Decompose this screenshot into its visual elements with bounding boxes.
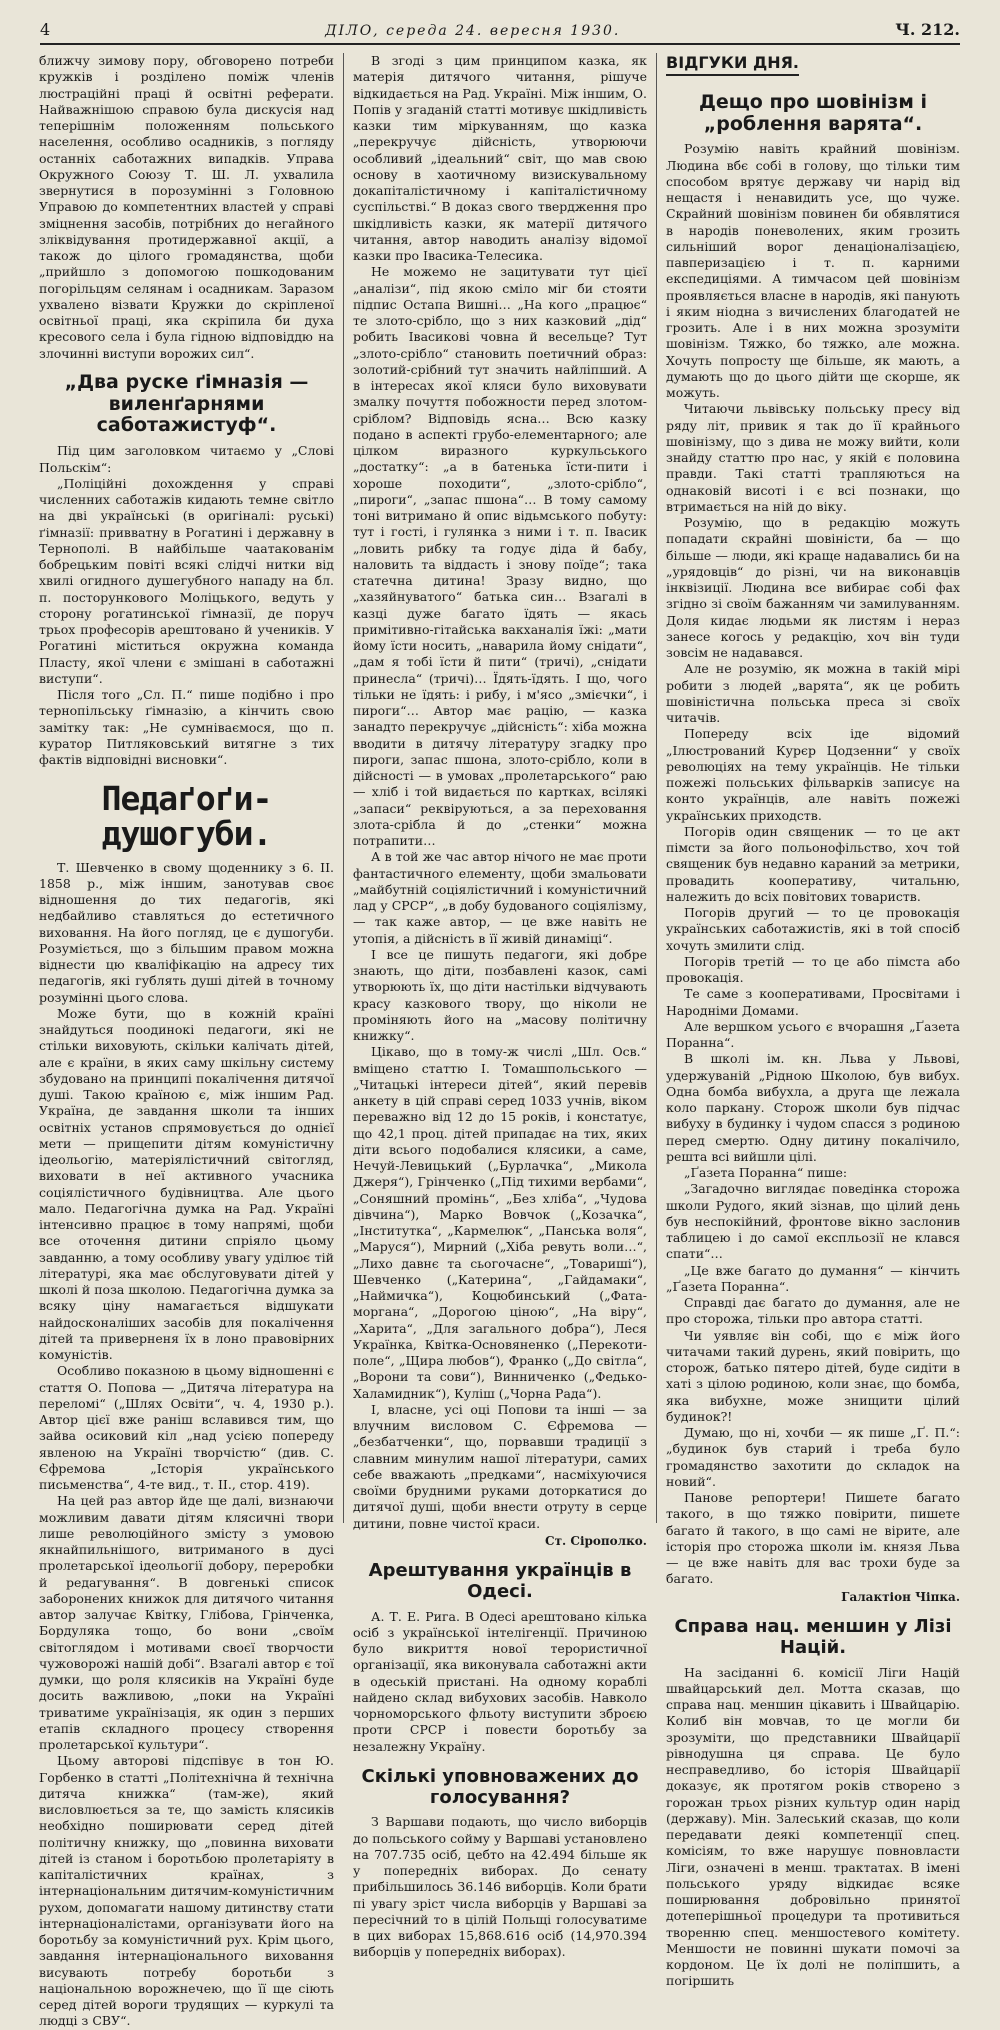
- paragraph: Може бути, що в кожній країні знайдуться поодинокі педагоги, які не стільки виховують, скільки калічать дітей, але є країни, в яких саму шкільну систему збудовано на принципі покалічення дитячої душі. Такою країною є, між іншим Рад. Україна, де завдання школи та інших освітніх установ спрямовується до однієї мети — прищепити дітям комуністичну ідеольогію, матеріялістичний світогляд, виховати в неї активного учасника соціялістичного будівництва. Але цього мало. Педагогічна думка на Рад. Україні інтенсивно працює в тому напрямі, щоби все оточення дитини спріяло цьому завданню, а тому особливу увагу уділює тій літературі, яка має обслуговувати дітей у школі й поза школою. Педагогічна думка за всяку ціну намагається відшукати найдосконаліших засобів для покалічення дітей та приверненя їх в лоно правовірних комуністів.: [39, 1005, 334, 1363]
- paragraph: І все це пишуть педагоги, які добре знають, що діти, позбавлені казок, самі утворюють їх, що діти настільки відчувають красу казкового твору, що ніколи не проміняють його на „масову політичну книжку“.: [353, 946, 647, 1043]
- paragraph: Після того „Сл. П.“ пише подібно і про тернопільську ґімназію, а кінчить свою замітку так: „Не сумніваємося, що п. куратор Питляковський витягне з тих фактів відповідні висновки“.: [39, 687, 334, 768]
- paragraph: Розумію навіть крайний шовінізм. Людина вбє собі в голову, що тільки тим способом врятує державу чи нарід від нещастя і ненавидить усе, що чуже. Скрайний шовінізм повинен би обявлятися в народів поневолених, яким грозить сильніший ворог денаціоналізацією, павперизацією і т. п. карними експедиціями. А тимчасом цей шовінізм проявляється власне в народів, які панують і яким ніодна з вичислених благодатей не грозить. Але і в них можна зрозуміти шовінізм. Тяжко, бо тяжко, але можна. Хочуть попросту ще більше, як мають, а думають що до цього дійти ще скорше, як можуть.: [666, 141, 960, 401]
- masthead: [40, 20, 960, 45]
- column-2: [343, 53, 656, 1960]
- author-signature: Галактіон Чіпка.: [841, 1589, 960, 1604]
- article-continuation: ближчу зимову пору, обговорено потреби кружків і розділено поміж членів люстраційні праці й освітні реферати. Найважнішою справою була дискусія над теперішнім положенням польського населення, особливо осадників, з погляду останніх саботажних випадків. Управа Окружного Союзу Т. Ш. Л. ухвалила звернутися в порозумінні з Головною Управою до компетентних властей у справі зміцнення засобів, потрібних до негайного зліквідування протидержавної акції, а також до цілого громадянства, щоби „прийшло з допомогою пошкодованим погорільцям селянам і осадникам. Заразом ухвалено візвати Кружки до скріпленої освітньої праці, яка скріпила би духа кресового села і була гідною відповіддю на злочинні виступи ворожих сил“.: [39, 53, 334, 361]
- newspaper-title-date: ДІЛО, середа 24. вересня 1930.: [325, 23, 621, 39]
- column-3: [656, 53, 969, 1989]
- paragraph: В згоді з цим принципом казка, як матерія дитячого читання, рішуче відкидається на Рад. Україні. Між іншим, О. Попів у згаданій статті мотивує шкідливість казки тим міркуванням, що казка „перекручує дійсність, утворюючи особливий „ідеальний“ світ, що мав свою основу в хаотичному визискувальному докапіталістичному і капіталістичному суспільстві.“ В доказ свого твердження про шкідливість казки, як матерії дитячого читання, автор наводить аналізу відомої казки про Івасика-Телесика.: [353, 53, 647, 263]
- paragraph: „Це вже багато до думання“ — кінчить „Ґазета Поранна“.: [666, 1262, 960, 1294]
- paragraph: „Ґазета Поранна“ пише:: [684, 1165, 848, 1181]
- paragraph: З Варшави подають, що число виборців до польського сойму у Варшаві установлено на 707.735 осіб, цебто на 42.494 більше як у попередніх виборах. До сенату прибільшилось 36.146 виборців. Коли брати пі увагу зріст числа виборців у Варшаві за пересічний то в цілій Польщі голосуватиме в цих виборах 15,868.616 осіб (14,970.394 виборців у попередніх виборах).: [353, 1814, 647, 1960]
- paragraph: Т. Шевченко в свому щоденнику з 6. II. 1858 р., між іншим, занотував своє відношення до тих педагогів, які недбайливо ставляться до естетичного виховання. На його погляд, це є душогуби. Розуміється, що з більшим правом можна віднести цю кваліфікацію на адресу тих педагогів, які гублять душі дітей в точному розумінні цього слова.: [39, 859, 334, 1005]
- paragraph: Справді дає багато до думання, але не про сторожа, тільки про автора статті.: [666, 1295, 960, 1327]
- paragraph: Цьому авторові підспівує в тон Ю. Горбенко в статті „Політехнічна й технічна дитяча книжка“ (там-же), який висловлюється за те, що замість клясиків необхідно поширювати серед дітей політичну книжку, що „повинна виховати дітей із станом і боротьбою пролетаріяту в капіталістичних країнах, з інтернаціональним дитячим-комуністичним рухом, допомагати нашому дитинству стати інтернаціоналістами, організувати його на боротьбу за комуністичний рух. Крім цього, завдання інтернаціонального виховання висувають потребу боротьби з національною ворожнечею, що її ще сіють серед дітей вороги трудящих — куркулі та людці з СВУ“.: [39, 1753, 334, 2029]
- paragraph: Але не розумію, як можна в такій мірі робити з людей „варята“, як це робить шовіністична польська преса зі своїх читачів.: [666, 661, 960, 726]
- headline-voters: Скількі уповноважених до голосування?: [361, 1765, 639, 1808]
- headline-pedagogues: Педаґоґи-душогуби.: [101, 779, 272, 853]
- headline-gymnasiums: „Два руске ґімназія — виленґарнями саботажистуф“.: [64, 370, 309, 437]
- headline-odessa-arrests: Арештування українців в Одесі.: [368, 1560, 632, 1603]
- paragraph: Попереду всіх іде відомий „Ілюстрований Курєр Цодзенни“ у своїх революціях на тему українців. Не тільки пожежі польських фільварків записує на конто українців, але навіть пожежі українських приходств.: [666, 726, 960, 823]
- paragraph: Під цим заголовком читаємо у „Слові Польскім“:: [39, 443, 334, 475]
- paragraph: Думаю, що ні, хочби — як пише „Ґ. П.“: „будинок був старий і треба було громадянство захотити до складок на новий“.: [666, 1425, 960, 1489]
- rubric-label: ВІДГУКИ ДНЯ.: [666, 53, 799, 76]
- page-number: 4: [40, 20, 51, 39]
- paragraph: Погорів другий — то це провокація українських саботажистів, які в той спосіб хочуть змилити слід.: [666, 905, 960, 953]
- headline-league-of-nations: Справа нац. меншин у Лізі Націй.: [674, 1616, 952, 1659]
- paragraph: Чи уявляє він собі, що є між його читачами такий дурень, який повірить, що сторож, батько пятеро дітей, буде сидіти в хаті з цілою родиною, коли знає, що бомба, яка вибухне, може знищити цілий будинок?!: [666, 1327, 960, 1424]
- paragraph: На засіданні 6. комісії Ліги Націй швайцарський дел. Мотта сказав, що справа нац. меншин цікавить і Швайцарію. Колиб він мовчав, то це могли би зрозуміти, що представники Швайцарії рівнодушна ця справа. Це було несправедливо, бо історія Швайцарії доказує, як протягом років створено з горожан трьох різних культур один нарід (державу). Мін. Залеський сказав, що коли передавати деякі компетенції спец. комісіям, то вже нарушує повновласти Ліги, означені в менш. трактатах. В імені польського уряду відкидає всяке поширювання добровільно принятої дотеперішньої процедури та противиться творенню спец. меншостевого комітету. Меншости не повинні шукати помочі за кордоном. Це їх долі не поліпшить, а погіршить: [666, 1664, 960, 1989]
- paragraph: Але вершком усього є вчорашня „Ґазета Поранна“.: [666, 1018, 960, 1051]
- paragraph: А в той же час автор нічого не має проти фантастичного елементу, щоби змальовати „майбутній соціялістичний і комуністичний лад у СРСР“, „в добу будованого соціялізму, — так каже автор, — це вже навіть не утопія, а дійсність в її живій динаміці“.: [353, 849, 647, 946]
- paragraph: А. Т. Е. Рига. В Одесі арештовано кілька осіб з української інтелігенції. Причиною було викриття нової терористичної організації, яка виконувала саботажні акти в одеській пристані. На одному кораблі найдено склад вибухових засобів. Навколо чорноморського фльоту виступити зброєю проти СРСР і повести боротьбу за незалежну Україну.: [353, 1608, 647, 1754]
- paragraph: В школі ім. кн. Льва у Львові, удержуваній „Рідною Школою, був вибух. Одна бомба вибухла, а друга ще лежала коло паркану. Сторож школи був підчас вибуху в будинку і чудом спасся з родиною перед смертю. Одну дитину покалічило, решта всі вийшли цілі.: [666, 1051, 960, 1164]
- paragraph: На цей раз автор йде ще далі, визнаючи можливим давати дітям клясичні твори лише революційного змісту з умовою якнайпильнішого, витриманого в дусі пролетарської ідеольогії добору, переробки й редагування“. В довгенькі список заборонених книжок для дитячого читання автор залучає Квітку, Глібова, Грінченка, Бордуляка тощо, бо вони „своїм світоглядом і мотивами своєї творчости чужоворожі нашій добі“. Взагалі автор є тої думки, що роля клясиків на Україні буде досить важливою, „поки на Україні триватиме українізація, як один з перших етапів складного процесу створення пролетарської культури“.: [39, 1493, 334, 1753]
- column-1: [30, 53, 343, 2029]
- paragraph: „Загадочно виглядає поведінка сторожа школи Рудого, який зізнав, що цілий день був неспокійний, фронтове вікно заслонив таблицею і до самої експльозії не клався спати“…: [666, 1181, 960, 1262]
- paragraph: „Поліційні дохождення у справі численних саботажів кидають темне світло на дві українські (в оригіналі: руські) ґімназії: привватну в Рогатині і державну в Тернополі. В найбільше чаатакованім бобрецьким повіті всякі слідчі нитки від хвилі огидного душегубного нападу на бл. п. посторункового Моліцького, ведуть у сторону рогатинської ґімназії, де поруч трьох професорів арештовано й учеників. У Рогатині міститься окружна команда Пласту, якої члени є змішані в саботажні виступи“.: [39, 475, 334, 686]
- paragraph: Погорів третій — то це або пімста або провокація.: [666, 953, 960, 986]
- paragraph: Особливо показною в цьому відношенні є стаття О. Попова — „Дитяча література на переломі“ („Шлях Освіти“, ч. 4, 1930 р.). Автор цієї вже раніш вславився тим, що зайва осиковий кіл „над усією попереду явленою на Україні творчістю“ (див. С. Єфремова „Історія українського письменства“, 4-те вид., т. II., стор. 419).: [39, 1363, 334, 1493]
- issue-number: Ч. 212.: [895, 20, 960, 39]
- paragraph: Погорів один священик — то це акт пімсти за його польонофільство, хоч той священик був недавно караний за метрики, провадить кооперативу, читальню, належить до всіх повітових товариств.: [666, 823, 960, 904]
- paragraph: Читаючи львівську польську пресу від ряду літ, привик я так до її крайнього шовінізму, що з дива не можу вийти, коли знайду статтю про нас, у якій є половина правди. Такі статті трапляються на однаковій висоті і є всі познаки, що втримається на ній до віку.: [666, 401, 960, 514]
- paragraph: І, власне, усі оці Попови та інші — за влучним висловом С. Єфремова — „безбатченки“, що, порвавши традиції з славним минулим нашої літератури, самих себе вважають „предками“, насміхуючися своїми брудними руками доторкатися до дитячої душі, щоби внести отруту в серце дитини, повне чистої краси.: [353, 1401, 647, 1531]
- paragraph: Цікаво, що в тому-ж числі „Шл. Осв.“ вміщено статтю І. Томашпольського — „Читацькі інтереси дітей“, який перевів анкету в цій справі серед 1033 учнів, віком переважно від 12 до 15 років, і констатує, що 42,1 проц. дітей припадає на тих, яких діти всього подобалися клясики, а саме, Нечуй-Левицький („Бурлачка“, „Микола Джеря“), Грінченко („Під тихими вербами“, „Соняшний промінь“, „Без хліба“, „Чудова дівчина“), Марко Вовчок („Козачка“, „Інститутка“, „Кармелюк“, „Панська воля“, „Маруся“), Мирний („Хіба ревуть воли…“, „Лихо давнє та сьогочасне“, „Товариші“), Шевченко („Катерина“, „Гайдамаки“, „Наймичка“), Коцюбинський („Фата-моргана“, „Дорогою ціною“, „На віру“, „Харита“, „Для загального добра“), Леся Українка, Квітка-Основяненко („Перекоти-поле“, „Щира любов“), Франко („До світла“, „Ворони та сови“), Винниченко („Федько-Халамидник“), Куліш („Чорна Рада“).: [353, 1044, 647, 1401]
- paragraph: Не можемо не зацитувати тут цієї „аналізи“, під якою сміло міг би стояти підпис Остапа Вишні… „На кого „працює“ те злото-срібло, що з них казковий „дід“ робить Івасикові човна й весельце? Тут „злото-срібло“ становить поетичний образ: золотий-срібний тут значить найліпший. А в інтересах якої кляси було виховувати змалку почуття побожности перед злотом-сріблом? Відповідь ясна… Всю казку подано в аспекті грубо-елементарного; але цілком виразного куркульського „достатку“: „а в батенька їсти-пити і хороше походити“, „злото-срібло“, „пироги“, „запас пшона“… В тому самому тоні витримано й опис відьмського побуту: тут і гості, і гулянка з ними і т. п. Івасик „ловить рибку та годує діда й бабу, наловить та віддасть і знову поїде“; така статечна дитина! Зразу видно, що „хазяйнуватого“ батька син… Взагалі в казці дуже багато їдять — якась примітивно-гітайська вакханалія їжі: „мати йому їсти носить, „наварила йому снідати“, „дам я тобі їсти й пити“ (тричі), „снідати принесла“ (тричі)… Їдять-їдять. І що, чого тільки не їдять: і рибу, і м'ясо „змієчки“, і пироги“… Автор має рацію, — казка занадто перекручує „дійсність“: хіба можна вводити в дитячу літературу згадку про пироги, запас пшона, злото-срібло, коли в дійсності — в умовах „пролетарського“ раю — хліб і той видається по картках, всілякі „запаси“ реквіруються, а за переховання злота-срібла й до „стенки“ можна потрапити…: [353, 264, 647, 848]
- author-signature: Ст. Сірополко.: [545, 1533, 647, 1548]
- paragraph: Те саме з кооперативами, Просвітами і Народніми Домами.: [666, 986, 960, 1018]
- headline-chauvinism: Дещо про шовінізм і „роблення варята“.: [699, 90, 927, 135]
- paragraph: Розумію, що в редакцію можуть попадати скрайні шовіністи, ба — що більше — люди, які краще надавались би на „урядовців“ до різні, чи на виконавців інквізиції. Людина все вибирає собі фах згідно зі своїм бажанням чи замилуванням. Доля кидає людьми як листям і нераз занесе когось у редакцію, хоч він туди зовсім не надавався.: [666, 515, 960, 661]
- paragraph: Панове репортери! Пишете багато такого, в що тяжко повірити, пишете багато й такого, в що самі не вірите, але історія про сторожа школи ім. князя Льва — це вже навіть для вас трохи буде за багато.: [666, 1490, 960, 1587]
